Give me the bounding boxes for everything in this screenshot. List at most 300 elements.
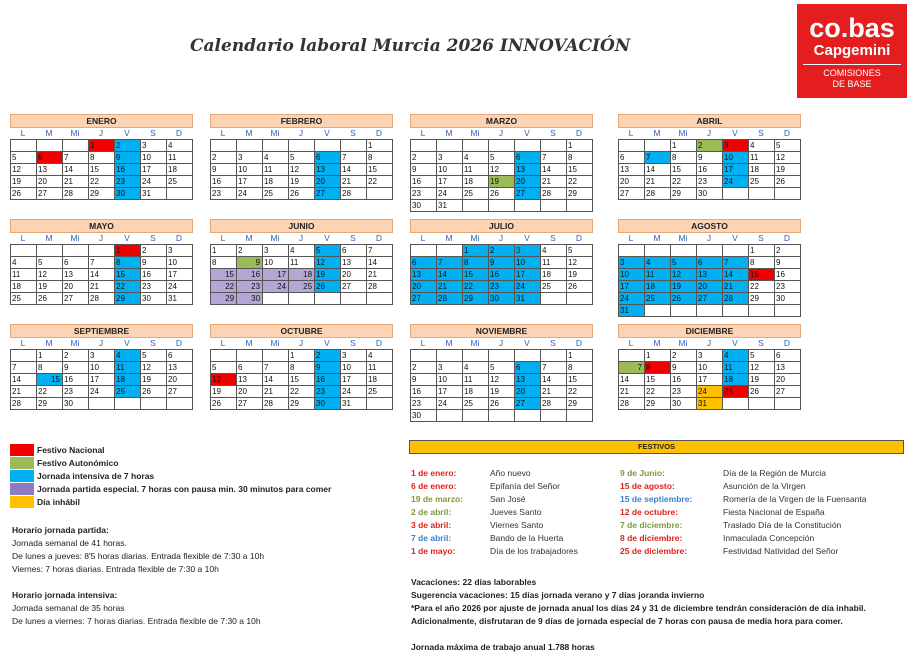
day-cell: 14 <box>645 164 671 176</box>
empty-cell <box>167 398 193 410</box>
weekday-label: V <box>124 338 130 348</box>
day-cell: 21 <box>437 281 463 293</box>
day-cell: 10 <box>515 257 541 269</box>
weekday-label: S <box>350 128 356 138</box>
empty-cell <box>263 350 289 362</box>
day-cell: 16 <box>315 374 341 386</box>
day-cell: 30 <box>489 293 515 305</box>
day-cell: 26 <box>671 293 697 305</box>
legend-label: Jornada partida especial. 7 horas con pausa min. 30 minutos para comer <box>37 483 332 494</box>
weekday-label: M <box>653 128 661 138</box>
weekday-label: D <box>575 338 583 348</box>
day-cell: 7 <box>367 245 393 257</box>
day-cell: 24 <box>89 386 115 398</box>
empty-cell <box>237 350 263 362</box>
month-name: MAYO <box>10 219 193 233</box>
day-cell: 8 <box>37 362 63 374</box>
partida-line: Jornada semanal de 41 horas. <box>12 538 127 548</box>
day-cell: 12 <box>671 269 697 281</box>
empty-cell <box>489 350 515 362</box>
day-cell: 25 <box>115 386 141 398</box>
day-cell: 23 <box>115 176 141 188</box>
empty-cell <box>619 245 645 257</box>
note-line: *Para el año 2026 por ajuste de jornada anual los días 24 y 31 de diciembre tendrán consideración de día inhabil. <box>411 603 866 613</box>
weekday-label: L <box>20 128 26 138</box>
day-cell: 17 <box>141 164 167 176</box>
day-cell: 13 <box>315 164 341 176</box>
day-cell: 11 <box>463 374 489 386</box>
empty-cell <box>697 305 723 317</box>
day-cell: 28 <box>645 188 671 200</box>
day-cell: 7 <box>619 362 645 374</box>
legend-swatch <box>10 496 34 508</box>
day-cell: 26 <box>11 188 37 200</box>
day-cell: 6 <box>619 152 645 164</box>
weekday-label: Mi <box>70 338 80 348</box>
weekday-label: V <box>324 233 330 243</box>
festivo-name: Romería de la Virgen de la Fuensanta <box>723 494 867 504</box>
festivo-date: 12 de octubre: <box>620 507 679 517</box>
day-cell: 23 <box>489 281 515 293</box>
empty-cell <box>437 350 463 362</box>
weekday-label: J <box>98 338 104 348</box>
empty-cell <box>541 140 567 152</box>
weekday-row <box>410 338 593 349</box>
day-cell: 14 <box>619 374 645 386</box>
empty-cell <box>367 398 393 410</box>
day-cell: 21 <box>63 176 89 188</box>
empty-cell <box>463 410 489 422</box>
day-cell: 23 <box>775 281 801 293</box>
day-cell: 9 <box>315 362 341 374</box>
day-cell: 27 <box>167 386 193 398</box>
day-cell: 21 <box>541 176 567 188</box>
day-cell: 6 <box>515 152 541 164</box>
day-cell: 24 <box>619 293 645 305</box>
legend-label: Día inhábil <box>37 496 80 507</box>
day-cell: 31 <box>341 398 367 410</box>
day-cell: 9 <box>63 362 89 374</box>
empty-cell <box>89 245 115 257</box>
weekday-label: J <box>98 233 104 243</box>
day-cell: 18 <box>749 164 775 176</box>
weekday-label: L <box>220 233 226 243</box>
weekday-row <box>618 338 801 349</box>
day-cell: 21 <box>11 386 37 398</box>
day-cell: 26 <box>289 188 315 200</box>
day-cell: 5 <box>289 152 315 164</box>
weekday-label: S <box>758 233 764 243</box>
day-cell: 28 <box>263 398 289 410</box>
day-cell: 5 <box>775 140 801 152</box>
day-cell: 28 <box>541 398 567 410</box>
day-cell: 8 <box>567 362 593 374</box>
weekday-label: V <box>324 128 330 138</box>
weekday-label: Mi <box>70 128 80 138</box>
day-cell: 7 <box>541 362 567 374</box>
month-days-grid <box>10 244 193 305</box>
day-cell: 7 <box>645 152 671 164</box>
weekday-label: M <box>245 128 253 138</box>
day-cell: 3 <box>697 350 723 362</box>
empty-cell <box>697 245 723 257</box>
weekday-label: M <box>45 128 53 138</box>
day-cell: 31 <box>515 293 541 305</box>
day-cell: 31 <box>141 188 167 200</box>
weekday-label: D <box>175 128 183 138</box>
weekday-label: D <box>575 128 583 138</box>
empty-cell <box>141 398 167 410</box>
day-cell: 9 <box>775 257 801 269</box>
weekday-label: V <box>732 338 738 348</box>
weekday-row <box>618 233 801 244</box>
day-cell: 22 <box>89 176 115 188</box>
day-cell: 30 <box>141 293 167 305</box>
day-cell: 17 <box>697 374 723 386</box>
day-cell: 4 <box>11 257 37 269</box>
day-cell: 25 <box>167 176 193 188</box>
legend-swatch <box>10 457 34 469</box>
weekday-label: L <box>20 233 26 243</box>
day-cell: 6 <box>237 362 263 374</box>
day-cell: 15 <box>749 269 775 281</box>
day-cell: 3 <box>723 140 749 152</box>
notes <box>411 576 866 654</box>
day-cell: 11 <box>541 257 567 269</box>
day-cell: 22 <box>671 176 697 188</box>
empty-cell <box>437 245 463 257</box>
day-cell: 12 <box>567 257 593 269</box>
day-cell: 18 <box>115 374 141 386</box>
day-cell: 19 <box>567 269 593 281</box>
day-cell: 15 <box>567 164 593 176</box>
day-cell: 20 <box>697 281 723 293</box>
cobas-capgemini-logo <box>797 4 907 98</box>
day-cell: 4 <box>167 140 193 152</box>
day-cell: 14 <box>263 374 289 386</box>
day-cell: 20 <box>237 386 263 398</box>
day-cell: 24 <box>167 281 193 293</box>
weekday-label: S <box>550 338 556 348</box>
day-cell: 2 <box>411 152 437 164</box>
day-cell: 9 <box>671 362 697 374</box>
day-cell: 10 <box>723 152 749 164</box>
day-cell: 3 <box>167 245 193 257</box>
day-cell: 23 <box>315 386 341 398</box>
day-cell: 26 <box>489 398 515 410</box>
day-cell: 11 <box>463 164 489 176</box>
day-cell: 7 <box>63 152 89 164</box>
day-cell: 30 <box>115 188 141 200</box>
weekday-row <box>210 338 393 349</box>
day-cell: 15 <box>211 269 237 281</box>
day-cell: 27 <box>411 293 437 305</box>
empty-cell <box>619 140 645 152</box>
legend-label: Festivo Nacional <box>37 444 105 455</box>
day-cell: 2 <box>489 245 515 257</box>
weekday-label: J <box>706 128 712 138</box>
empty-cell <box>289 293 315 305</box>
day-cell: 19 <box>141 374 167 386</box>
day-cell: 24 <box>263 281 289 293</box>
month-name: ENERO <box>10 114 193 128</box>
day-cell: 2 <box>237 245 263 257</box>
day-cell: 3 <box>263 245 289 257</box>
month-days-grid <box>10 349 193 410</box>
day-cell: 12 <box>211 374 237 386</box>
empty-cell <box>645 140 671 152</box>
month-name: FEBRERO <box>210 114 393 128</box>
weekday-label: D <box>175 338 183 348</box>
day-cell: 21 <box>723 281 749 293</box>
day-cell: 12 <box>489 374 515 386</box>
weekday-label: V <box>124 128 130 138</box>
day-cell: 18 <box>541 269 567 281</box>
day-cell: 15 <box>289 374 315 386</box>
day-cell: 26 <box>211 398 237 410</box>
festivo-date: 15 de agosto: <box>620 481 675 491</box>
weekday-label: D <box>175 233 183 243</box>
horario-partida <box>12 524 264 576</box>
day-cell: 6 <box>775 350 801 362</box>
note-line: Vacaciones: 22 días laborables <box>411 577 537 587</box>
month-abril <box>618 114 801 200</box>
day-cell: 5 <box>749 350 775 362</box>
weekday-label: J <box>498 128 504 138</box>
day-cell: 19 <box>489 176 515 188</box>
day-cell: 6 <box>37 152 63 164</box>
legend-label: Festivo Autonómico <box>37 457 119 468</box>
day-cell: 18 <box>11 281 37 293</box>
day-cell: 19 <box>315 269 341 281</box>
empty-cell <box>749 188 775 200</box>
weekday-label: D <box>375 233 383 243</box>
day-cell: 8 <box>645 362 671 374</box>
day-cell: 4 <box>463 362 489 374</box>
empty-cell <box>463 350 489 362</box>
day-cell: 28 <box>89 293 115 305</box>
day-cell: 12 <box>749 362 775 374</box>
day-cell: 13 <box>37 164 63 176</box>
weekday-label: S <box>350 233 356 243</box>
partida-line: De lunes a jueves: 8'5 horas diarias. Entrada flexible de 7:30 a 10h <box>12 551 265 561</box>
day-cell: 27 <box>341 281 367 293</box>
weekday-label: Mi <box>270 338 280 348</box>
day-cell: 19 <box>37 281 63 293</box>
day-cell: 3 <box>437 362 463 374</box>
day-cell: 24 <box>697 386 723 398</box>
day-cell: 20 <box>775 374 801 386</box>
empty-cell <box>775 398 801 410</box>
festivo-name: San José <box>490 494 526 504</box>
day-cell: 1 <box>567 140 593 152</box>
weekday-label: J <box>706 338 712 348</box>
day-cell: 29 <box>671 188 697 200</box>
day-cell: 20 <box>315 176 341 188</box>
day-cell: 16 <box>697 164 723 176</box>
empty-cell <box>671 305 697 317</box>
weekday-row <box>210 128 393 139</box>
empty-cell <box>89 398 115 410</box>
day-cell: 30 <box>775 293 801 305</box>
empty-cell <box>367 293 393 305</box>
day-cell: 6 <box>341 245 367 257</box>
festivo-name: Bando de la Huerta <box>490 533 564 543</box>
day-cell: 6 <box>515 362 541 374</box>
weekday-label: S <box>150 233 156 243</box>
weekday-label: S <box>758 128 764 138</box>
day-cell: 26 <box>489 188 515 200</box>
day-cell: 14 <box>541 164 567 176</box>
day-cell: 3 <box>237 152 263 164</box>
weekday-row <box>10 338 193 349</box>
festivo-date: 9 de Junio: <box>620 468 665 478</box>
day-cell: 11 <box>289 257 315 269</box>
day-cell: 27 <box>697 293 723 305</box>
festivo-name: Jueves Santo <box>490 507 542 517</box>
day-cell: 23 <box>411 188 437 200</box>
day-cell: 22 <box>645 386 671 398</box>
festivos-header: FESTIVOS <box>409 440 904 454</box>
day-cell: 9 <box>411 374 437 386</box>
day-cell: 1 <box>289 350 315 362</box>
day-cell: 1 <box>645 350 671 362</box>
day-cell: 27 <box>515 398 541 410</box>
day-cell: 14 <box>541 374 567 386</box>
empty-cell <box>37 140 63 152</box>
day-cell: 12 <box>37 269 63 281</box>
day-cell: 22 <box>211 281 237 293</box>
day-cell: 14 <box>11 374 37 386</box>
festivo-date: 19 de marzo: <box>411 494 463 504</box>
empty-cell <box>11 350 37 362</box>
day-cell: 21 <box>341 176 367 188</box>
day-cell: 8 <box>567 152 593 164</box>
day-cell: 28 <box>367 281 393 293</box>
day-cell: 2 <box>115 140 141 152</box>
weekday-label: S <box>150 128 156 138</box>
day-cell: 12 <box>775 152 801 164</box>
empty-cell <box>541 293 567 305</box>
day-cell: 2 <box>411 362 437 374</box>
day-cell: 3 <box>437 152 463 164</box>
weekday-label: S <box>150 338 156 348</box>
festivo-date: 8 de diciembre: <box>620 533 683 543</box>
day-cell: 1 <box>89 140 115 152</box>
logo-line3: COMISIONES <box>823 68 881 78</box>
empty-cell <box>749 398 775 410</box>
day-cell: 21 <box>89 281 115 293</box>
day-cell: 10 <box>141 152 167 164</box>
day-cell: 26 <box>749 386 775 398</box>
empty-cell <box>749 305 775 317</box>
empty-cell <box>515 200 541 212</box>
month-febrero <box>210 114 393 200</box>
day-cell: 6 <box>63 257 89 269</box>
festivo-name: Traslado Día de la Constitución <box>723 520 842 530</box>
month-mayo <box>10 219 193 305</box>
day-cell: 11 <box>11 269 37 281</box>
day-cell: 23 <box>237 281 263 293</box>
empty-cell <box>541 350 567 362</box>
day-cell: 13 <box>411 269 437 281</box>
festivo-date: 1 de enero: <box>411 468 457 478</box>
day-cell: 29 <box>211 293 237 305</box>
weekday-label: L <box>628 128 634 138</box>
weekday-label: V <box>524 128 530 138</box>
empty-cell <box>437 140 463 152</box>
day-cell: 4 <box>463 152 489 164</box>
day-cell: 15 <box>89 164 115 176</box>
note-line: Adicionalmente, disfrutaran de 9 días de jornada especial de 7 horas con pausa de media hora para comer. <box>411 616 843 626</box>
month-days-grid <box>618 139 801 200</box>
day-cell: 19 <box>749 374 775 386</box>
day-cell: 5 <box>11 152 37 164</box>
day-cell: 29 <box>645 398 671 410</box>
day-cell: 30 <box>237 293 263 305</box>
month-name: SEPTIEMBRE <box>10 324 193 338</box>
intensiva-heading: Horario jornada intensiva: <box>12 590 118 600</box>
empty-cell <box>63 245 89 257</box>
day-cell: 15 <box>645 374 671 386</box>
empty-cell <box>567 200 593 212</box>
festivo-date: 7 de diciembre: <box>620 520 683 530</box>
festivo-date: 7 de abril: <box>411 533 452 543</box>
day-cell: 18 <box>463 176 489 188</box>
day-cell: 17 <box>167 269 193 281</box>
day-cell: 29 <box>749 293 775 305</box>
day-cell: 30 <box>63 398 89 410</box>
day-cell: 5 <box>489 362 515 374</box>
day-cell: 2 <box>671 350 697 362</box>
weekday-label: S <box>550 128 556 138</box>
day-cell: 1 <box>749 245 775 257</box>
month-diciembre <box>618 324 801 410</box>
day-cell: 16 <box>63 374 89 386</box>
weekday-label: L <box>220 338 226 348</box>
day-cell: 17 <box>723 164 749 176</box>
day-cell: 18 <box>463 386 489 398</box>
month-septiembre <box>10 324 193 410</box>
month-noviembre <box>410 324 593 422</box>
weekday-label: L <box>420 233 426 243</box>
day-cell: 25 <box>289 281 315 293</box>
empty-cell <box>489 410 515 422</box>
day-cell: 31 <box>437 200 463 212</box>
day-cell: 17 <box>437 386 463 398</box>
empty-cell <box>645 245 671 257</box>
day-cell: 18 <box>167 164 193 176</box>
weekday-label: Mi <box>470 128 480 138</box>
day-cell: 5 <box>489 152 515 164</box>
weekday-label: L <box>420 128 426 138</box>
weekday-label: V <box>732 233 738 243</box>
weekday-label: Mi <box>678 128 688 138</box>
weekday-label: J <box>298 338 304 348</box>
empty-cell <box>645 305 671 317</box>
day-cell: 10 <box>437 374 463 386</box>
day-cell: 22 <box>567 176 593 188</box>
weekday-label: Mi <box>678 338 688 348</box>
empty-cell <box>367 188 393 200</box>
day-cell: 23 <box>697 176 723 188</box>
day-cell: 31 <box>619 305 645 317</box>
weekday-row <box>210 233 393 244</box>
legend-swatch <box>10 444 34 456</box>
empty-cell <box>315 293 341 305</box>
weekday-label: D <box>783 128 791 138</box>
festivo-name: Festividad Natividad del Señor <box>723 546 839 556</box>
